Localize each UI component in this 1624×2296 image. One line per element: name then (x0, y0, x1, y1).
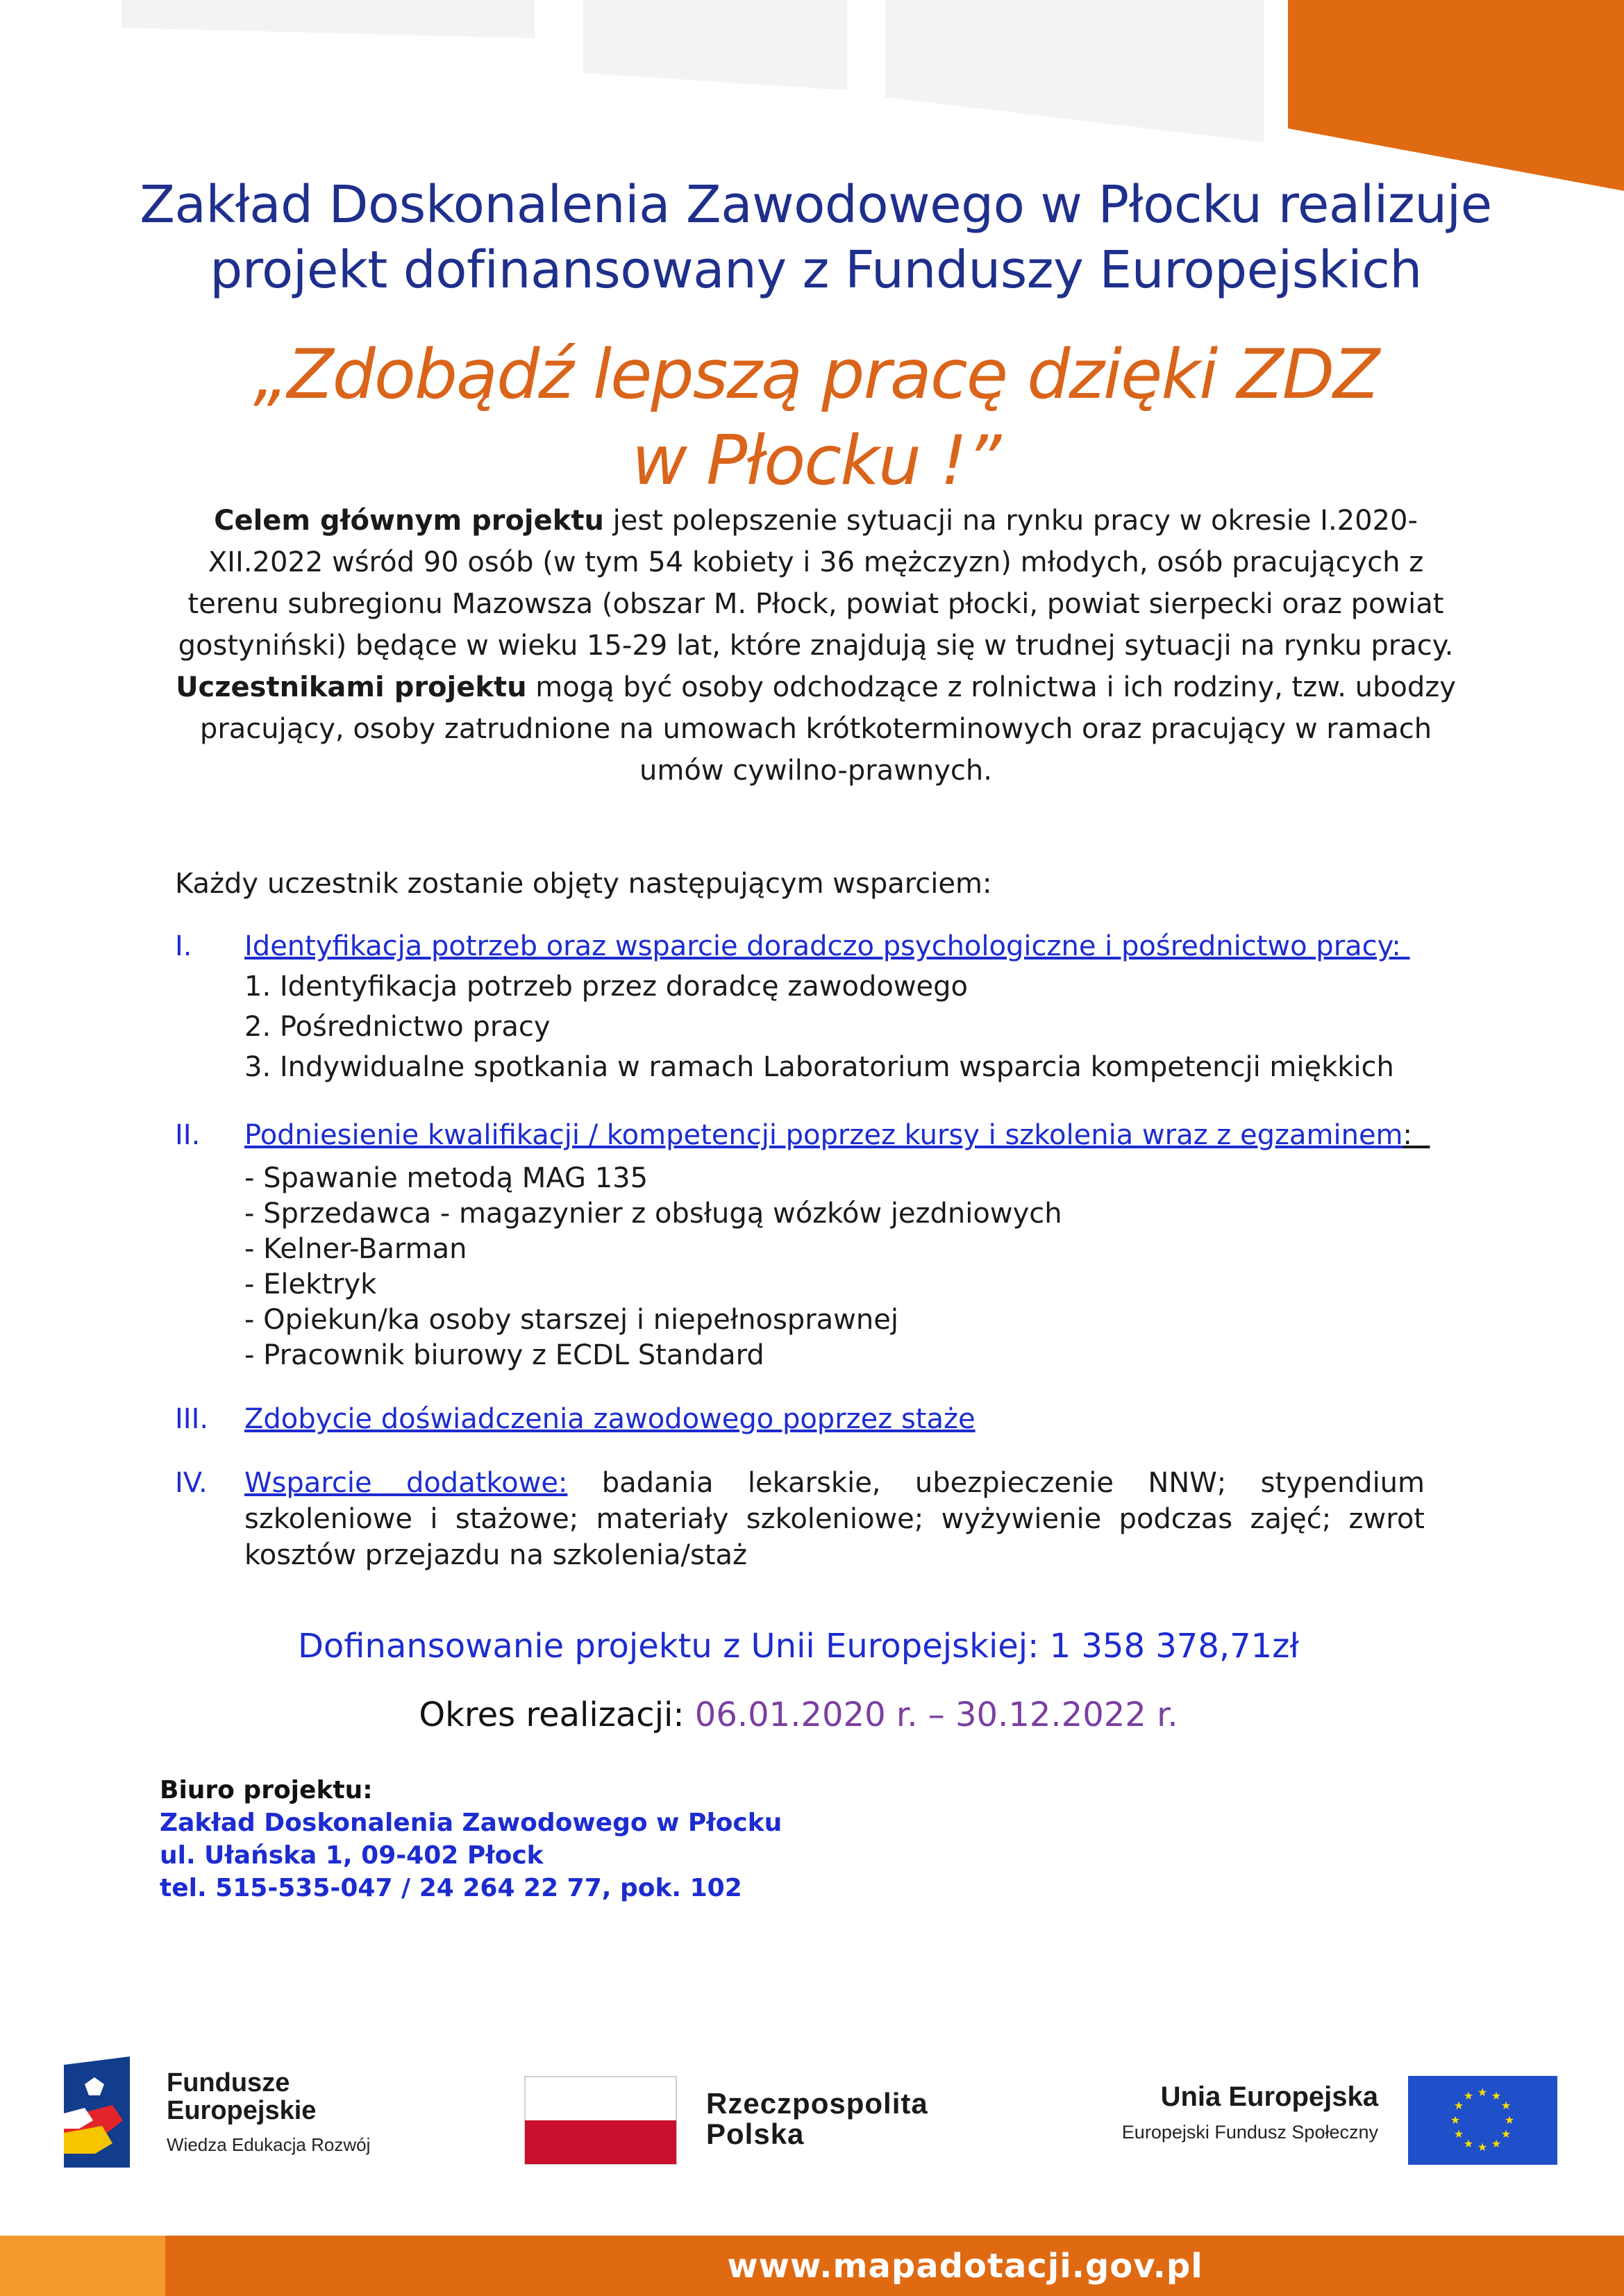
section-1-item: 1. Identyfikacja potrzeb przez doradcę zawodowego (244, 971, 969, 1003)
section-1-numeral: I. (175, 930, 192, 962)
eu-flag-icon (1408, 2076, 1557, 2165)
polish-flag-icon (524, 2076, 677, 2165)
svg-text:★: ★ (1453, 2099, 1464, 2112)
page-title (104, 172, 1527, 303)
office-label: Biuro projektu: (160, 1776, 373, 1804)
svg-text:★: ★ (1463, 2089, 1474, 2102)
rp-line-2: Polska (706, 2118, 805, 2150)
period-dates: 06.01.2020 r. – 30.12.2022 r. (694, 1695, 1178, 1734)
svg-text:★: ★ (1463, 2137, 1474, 2150)
section-2-item: - Sprzedawca - magazynier z obsługą wózków jezdniowych (244, 1198, 1062, 1230)
participants-label: Uczestnikami projektu (176, 671, 527, 703)
project-name-line-2: w Płocku !” (631, 421, 1001, 501)
funding-amount: Dofinansowanie projektu z Unii Europejskiej: 1 358 378,71zł (297, 1627, 1300, 1666)
svg-text:★: ★ (1500, 2099, 1512, 2112)
section-2-item: - Spawanie metodą MAG 135 (244, 1162, 648, 1194)
ue-line-2: Europejski Fundusz Społeczny (1121, 2122, 1378, 2143)
support-intro: Każdy uczestnik zostanie objęty następującym wsparciem: (175, 868, 992, 900)
office-phone[interactable]: tel. 515-535-047 / 24 264 22 77, pok. 102 (160, 1874, 742, 1902)
section-4-heading[interactable]: Wsparcie dodatkowe: (244, 1467, 568, 1499)
realization-period (139, 1691, 1458, 1739)
project-goal (160, 500, 1472, 667)
section-2-heading[interactable]: Podniesienie kwalifikacji / kompetencji poprzez kursy i szkolenia wraz z egzaminem (244, 1119, 1403, 1151)
office-name: Zakład Doskonalenia Zawodowego w Płocku (160, 1809, 782, 1837)
goal-label: Celem głównym projektu (214, 505, 604, 537)
section-2-item: - Kelner-Barman (244, 1233, 467, 1265)
svg-text:★: ★ (1477, 2086, 1488, 2099)
project-office (160, 1774, 782, 1904)
section-4-numeral: IV. (175, 1467, 208, 1499)
fe-line-3: Wiedza Edukacja Rozwój (167, 2134, 371, 2155)
section-2-item: - Pracownik biurowy z ECDL Standard (244, 1339, 764, 1371)
logo-rzeczpospolita-polska (524, 2076, 1010, 2166)
svg-text:★: ★ (1504, 2113, 1515, 2127)
logo-fundusze-europejskie (64, 2056, 453, 2168)
project-name-line-1: „Zdobądź lepszą pracę dzięki ZDZ (253, 335, 1379, 414)
title-line-2: projekt dofinansowany z Funduszy Europejskich (210, 240, 1422, 300)
section-1-item: 2. Pośrednictwo pracy (244, 1011, 551, 1043)
section-2-heading-suffix: : (1403, 1119, 1430, 1151)
rp-line-1: Rzeczpospolita (706, 2087, 928, 2120)
svg-text:★: ★ (1491, 2089, 1502, 2102)
svg-text:★: ★ (1453, 2127, 1464, 2140)
ue-line-1: Unia Europejska (1160, 2081, 1378, 2112)
title-line-1: Zakład Doskonalenia Zawodowego w Płocku realizuje (140, 175, 1492, 235)
section-1-item: 3. Indywidualne spotkania w ramach Laboratorium wsparcia kompetencji miękkich (244, 1051, 1394, 1083)
section-2-item: - Elektryk (244, 1268, 377, 1300)
project-description (160, 500, 1472, 791)
section-2-numeral: II. (175, 1119, 201, 1151)
svg-text:★: ★ (1477, 2140, 1488, 2154)
goal-text: jest polepszenie sytuacji na rynku pracy w okresie I.2020-XII.2022 wśród 90 osób (w tym 54 kobiety i 36 mężczyzn) młodych, osób pracujących z terenu subregionu Mazowsza (obszar M. Płock, powiat płocki, powiat sierpecki oraz powiat gostyniński) będące w wieku 15-29 lat, które znajdują się w trudnej sytuacji na rynku pracy. (178, 505, 1454, 662)
participants-text: mogą być osoby odchodzące z rolnictwa i ich rodziny, tzw. ubodzy pracujący, osoby zatrudnione na umowach krótkoterminowych oraz pracujący w ramach umów cywilno-prawnych. (199, 671, 1456, 787)
section-3-numeral: III. (175, 1403, 209, 1435)
logo-unia-europejska (1052, 2076, 1562, 2166)
footer-url-link[interactable]: www.mapadotacji.gov.pl (727, 2247, 1203, 2286)
section-2-item: - Opiekun/ka osoby starszej i niepełnosprawnej (244, 1304, 898, 1336)
header-decoration (0, 0, 1624, 201)
fe-line-2: Europejskie (167, 2096, 317, 2125)
period-label: Okres realizacji: (419, 1695, 695, 1734)
section-4 (244, 1465, 1425, 1573)
section-1-heading[interactable]: Identyfikacja potrzeb oraz wsparcie doradczo psychologiczne i pośrednictwo pracy: (244, 930, 1410, 962)
fe-line-1: Fundusze (167, 2068, 290, 2097)
project-participants (160, 667, 1472, 791)
section-1 (244, 926, 1439, 1087)
project-name (208, 332, 1423, 504)
office-address: ul. Ułańska 1, 09-402 Płock (160, 1841, 544, 1870)
fundusze-europejskie-icon (64, 2056, 140, 2168)
svg-text:★: ★ (1450, 2113, 1461, 2127)
section-2-heading-row (244, 1115, 1466, 1161)
section-3-heading[interactable]: Zdobycie doświadczenia zawodowego poprzez staże (244, 1403, 976, 1435)
svg-text:★: ★ (1491, 2137, 1502, 2150)
svg-text:★: ★ (1500, 2127, 1512, 2140)
section-4-text: badania lekarskie, ubezpieczenie NNW; stypendium szkoleniowe i stażowe; materiały szkoleniowe; wyżywienie podczas zajęć; zwrot kosztów przejazdu na szkolenia/staż (244, 1467, 1425, 1571)
section-2 (244, 1115, 1466, 1373)
